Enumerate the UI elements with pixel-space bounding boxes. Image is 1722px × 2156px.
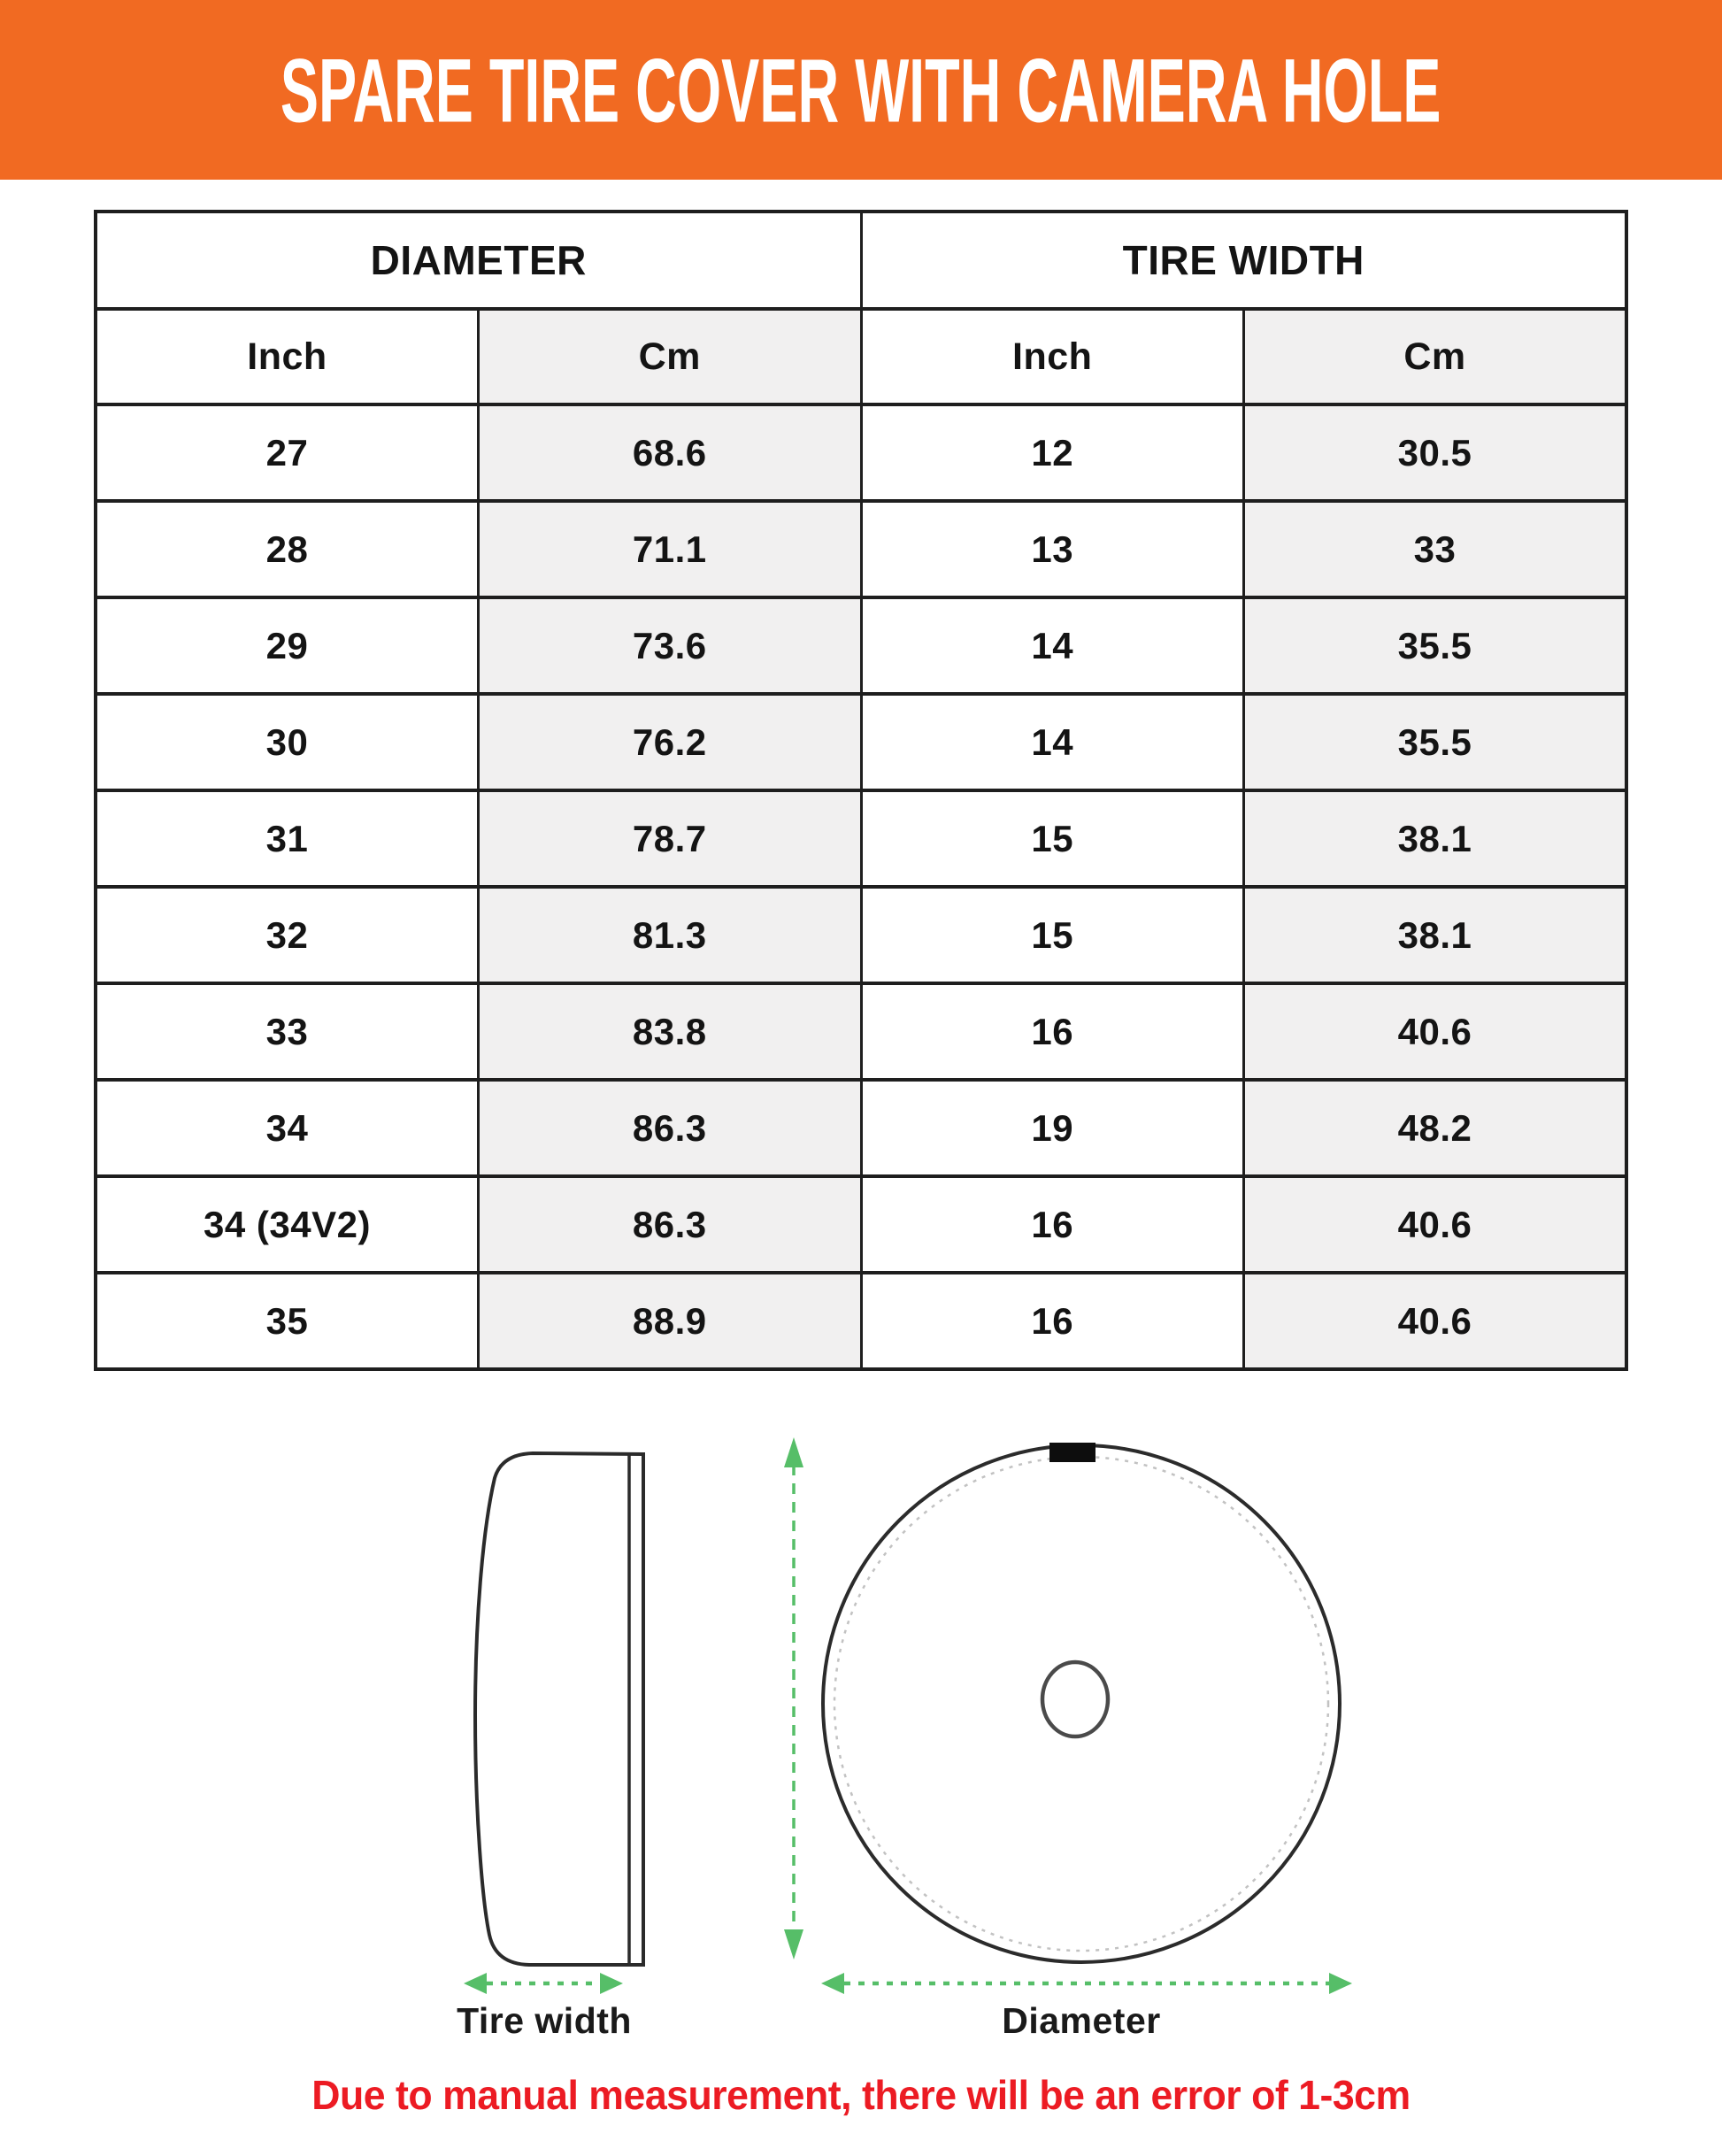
table-cell: 76.2 xyxy=(479,694,862,790)
table-cell: 35.5 xyxy=(1244,597,1627,694)
title-banner xyxy=(0,0,1722,180)
table-cell: 16 xyxy=(861,1176,1244,1273)
tire-measurement-diagram xyxy=(0,1381,1722,2000)
vertical-measure-arrow xyxy=(784,1437,803,1960)
table-cell: 16 xyxy=(861,983,1244,1080)
table-cell: 16 xyxy=(861,1273,1244,1369)
table-cell: 86.3 xyxy=(479,1080,862,1176)
cover-top-tag xyxy=(1049,1443,1095,1462)
table-cell: 86.3 xyxy=(479,1176,862,1273)
table-cell: 40.6 xyxy=(1244,1273,1627,1369)
camera-hole xyxy=(1042,1662,1108,1736)
table-cell: 34 (34V2) xyxy=(96,1176,479,1273)
tire-width-arrow xyxy=(464,1973,623,1994)
table-cell: 15 xyxy=(861,790,1244,887)
table-row xyxy=(96,887,1626,983)
table-cell: 35 xyxy=(96,1273,479,1369)
diameter-arrow xyxy=(821,1973,1352,1994)
table-row xyxy=(96,597,1626,694)
table-row xyxy=(96,790,1626,887)
table-row xyxy=(96,1176,1626,1273)
table-cell: 32 xyxy=(96,887,479,983)
table-cell: 29 xyxy=(96,597,479,694)
table-cell: 78.7 xyxy=(479,790,862,887)
table-cell: 14 xyxy=(861,597,1244,694)
group-header-tire-width: TIRE WIDTH xyxy=(861,212,1626,309)
table-cell: 38.1 xyxy=(1244,887,1627,983)
table-cell: 15 xyxy=(861,887,1244,983)
table-row xyxy=(96,1080,1626,1176)
table-cell: 12 xyxy=(861,404,1244,501)
group-header-diameter: DIAMETER xyxy=(96,212,861,309)
table-group-header-row xyxy=(96,212,1626,309)
table-cell: 40.6 xyxy=(1244,1176,1627,1273)
table-cell: 30 xyxy=(96,694,479,790)
table-row xyxy=(96,983,1626,1080)
table-cell: 31 xyxy=(96,790,479,887)
table-cell: 38.1 xyxy=(1244,790,1627,887)
table-cell: 71.1 xyxy=(479,501,862,597)
table-cell: 28 xyxy=(96,501,479,597)
table-cell: 19 xyxy=(861,1080,1244,1176)
table-cell: 40.6 xyxy=(1244,983,1627,1080)
tire-width-label: Tire width xyxy=(457,2000,632,2041)
table-cell: 48.2 xyxy=(1244,1080,1627,1176)
table-cell: 73.6 xyxy=(479,597,862,694)
table-cell: 35.5 xyxy=(1244,694,1627,790)
table-cell: 33 xyxy=(1244,501,1627,597)
column-header-width-inch: Inch xyxy=(861,309,1244,404)
table-cell: 34 xyxy=(96,1080,479,1176)
table-cell: 68.6 xyxy=(479,404,862,501)
table-cell: 88.9 xyxy=(479,1273,862,1369)
diameter-label: Diameter xyxy=(1002,2000,1161,2041)
table-cell: 81.3 xyxy=(479,887,862,983)
column-header-width-cm: Cm xyxy=(1244,309,1627,404)
size-table xyxy=(94,210,1628,1371)
table-cell: 13 xyxy=(861,501,1244,597)
table-cell: 27 xyxy=(96,404,479,501)
table-cell: 83.8 xyxy=(479,983,862,1080)
table-cell: 30.5 xyxy=(1244,404,1627,501)
column-header-diameter-inch: Inch xyxy=(96,309,479,404)
measurement-error-note: Due to manual measurement, there will be an error of 1-3cm xyxy=(311,2072,1411,2118)
table-cell: 33 xyxy=(96,983,479,1080)
tire-side-view xyxy=(475,1453,643,1965)
table-row xyxy=(96,1273,1626,1369)
table-row xyxy=(96,501,1626,597)
page-title: SPARE TIRE COVER WITH CAMERA HOLE xyxy=(281,39,1441,141)
table-body xyxy=(96,404,1626,1369)
table-row xyxy=(96,694,1626,790)
table-column-header-row xyxy=(96,309,1626,404)
table-cell: 14 xyxy=(861,694,1244,790)
table-row xyxy=(96,404,1626,501)
column-header-diameter-cm: Cm xyxy=(479,309,862,404)
